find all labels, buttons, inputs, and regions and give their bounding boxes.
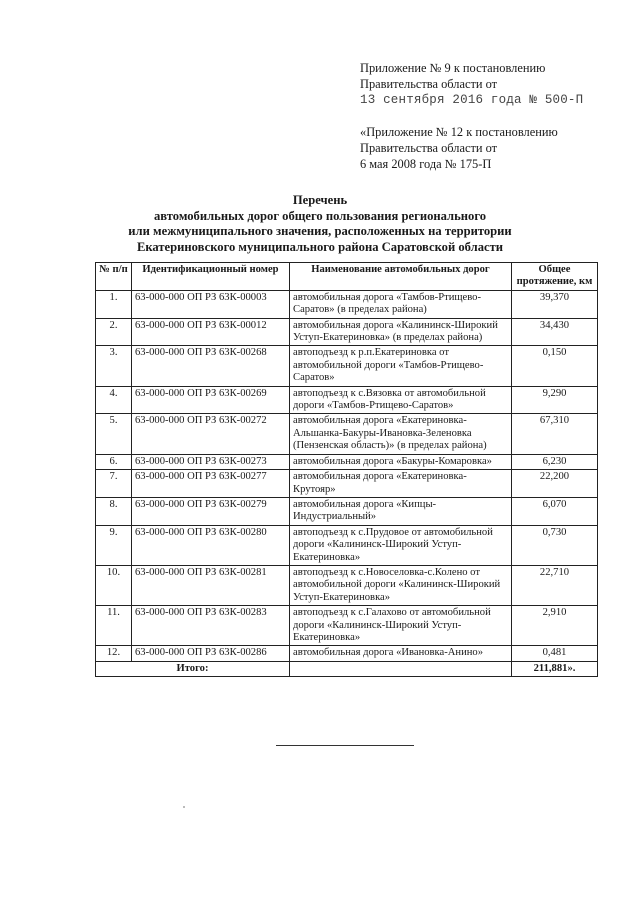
road-length: 0,730 [512,525,598,565]
road-length: 22,710 [512,565,598,605]
road-id: 63-000-000 ОП РЗ 63К-00003 [132,290,290,318]
road-name: автоподъезд к с.Новоселовка-с.Колено от автомобильной дороги «Калининск-Широкий Уступ-Екатериновка» [290,565,512,605]
road-name: автомобильная дорога «Тамбов-Ртищево-Саратов» (в пределах района) [290,290,512,318]
previous-appendix-line-2: Правительства области от [360,141,498,155]
road-id: 63-000-000 ОП РЗ 63К-00280 [132,525,290,565]
appendix-date-stamp: 13 сентября 2016 года № 500-П [360,93,584,107]
road-length: 0,150 [512,346,598,386]
table-header-row [96,263,598,291]
road-name: автомобильная дорога «Ивановка-Анино» [290,646,512,661]
row-number: 1. [96,290,132,318]
road-name: автоподъезд к р.п.Екатериновка от автомобильной дороги «Тамбов-Ртищево-Саратов» [290,346,512,386]
row-number: 4. [96,386,132,414]
row-number: 6. [96,454,132,469]
table-row [96,454,598,469]
total-row [96,661,598,676]
row-number: 2. [96,318,132,346]
table-row [96,497,598,525]
row-number: 5. [96,414,132,454]
road-length: 67,310 [512,414,598,454]
road-name: автомобильная дорога «Екатериновка-Альшанка-Бакуры-Ивановка-Зеленовка (Пензенская область)» (в пределах района) [290,414,512,454]
road-length: 0,481 [512,646,598,661]
road-name: автомобильная дорога «Бакуры-Комаровка» [290,454,512,469]
column-header-id: Идентификационный номер [132,263,290,291]
row-number: 11. [96,606,132,646]
table-body [96,290,598,661]
road-id: 63-000-000 ОП РЗ 63К-00281 [132,565,290,605]
road-id: 63-000-000 ОП РЗ 63К-00277 [132,470,290,498]
table-row [96,565,598,605]
road-name: автомобильная дорога «Кипцы-Индустриальный» [290,497,512,525]
row-number: 9. [96,525,132,565]
row-number: 7. [96,470,132,498]
road-name: автомобильная дорога «Екатериновка-Крутояр» [290,470,512,498]
table-row [96,470,598,498]
column-header-name: Наименование автомобильных дорог [290,263,512,291]
column-header-number: № п/п [96,263,132,291]
road-id: 63-000-000 ОП РЗ 63К-00012 [132,318,290,346]
table-row [96,386,598,414]
table-row [96,646,598,661]
road-length: 22,200 [512,470,598,498]
road-id: 63-000-000 ОП РЗ 63К-00283 [132,606,290,646]
roads-table [95,262,598,677]
appendix-header [360,60,630,172]
road-name: автоподъезд к с.Галахово от автомобильной дороги «Калининск-Широкий Уступ-Екатериновка» [290,606,512,646]
previous-appendix-line-1: «Приложение № 12 к постановлению [360,125,558,139]
road-length: 9,290 [512,386,598,414]
road-length: 34,430 [512,318,598,346]
road-id: 63-000-000 ОП РЗ 63К-00273 [132,454,290,469]
road-name: автоподъезд к с.Прудовое от автомобильной дороги «Калининск-Широкий Уступ-Екатериновка» [290,525,512,565]
road-length: 39,370 [512,290,598,318]
total-blank-cell [290,661,512,676]
total-value: 211,881». [512,661,598,676]
appendix-line-1: Приложение № 9 к постановлению [360,61,546,75]
title-line-1: Перечень [292,193,348,207]
table-row [96,525,598,565]
title-line-2: автомобильных дорог общего пользования регионального [153,208,487,223]
road-length: 6,230 [512,454,598,469]
road-id: 63-000-000 ОП РЗ 63К-00286 [132,646,290,661]
road-id: 63-000-000 ОП РЗ 63К-00272 [132,414,290,454]
row-number: 3. [96,346,132,386]
column-header-length: Общее протяжение, км [512,263,598,291]
table-row [96,290,598,318]
road-length: 6,070 [512,497,598,525]
signature-line [276,745,414,746]
title-line-3: или межмуниципального значения, расположенных на территории [128,224,512,238]
total-label: Итого: [96,661,290,676]
table-row [96,414,598,454]
scan-speck [183,806,185,808]
road-length: 2,910 [512,606,598,646]
row-number: 8. [96,497,132,525]
appendix-line-2: Правительства области от [360,77,498,91]
table-row [96,606,598,646]
road-name: автоподъезд к с.Вязовка от автомобильной дороги «Тамбов-Ртищево-Саратов» [290,386,512,414]
road-id: 63-000-000 ОП РЗ 63К-00269 [132,386,290,414]
row-number: 10. [96,565,132,605]
document-title [0,193,640,255]
title-line-4: Екатериновского муниципального района Саратовской области [136,239,504,254]
previous-appendix-line-3: 6 мая 2008 года № 175-П [360,157,492,171]
road-id: 63-000-000 ОП РЗ 63К-00268 [132,346,290,386]
table-row [96,346,598,386]
table-row [96,318,598,346]
row-number: 12. [96,646,132,661]
road-name: автомобильная дорога «Калининск-Широкий Уступ-Екатериновка» (в пределах района) [290,318,512,346]
road-id: 63-000-000 ОП РЗ 63К-00279 [132,497,290,525]
